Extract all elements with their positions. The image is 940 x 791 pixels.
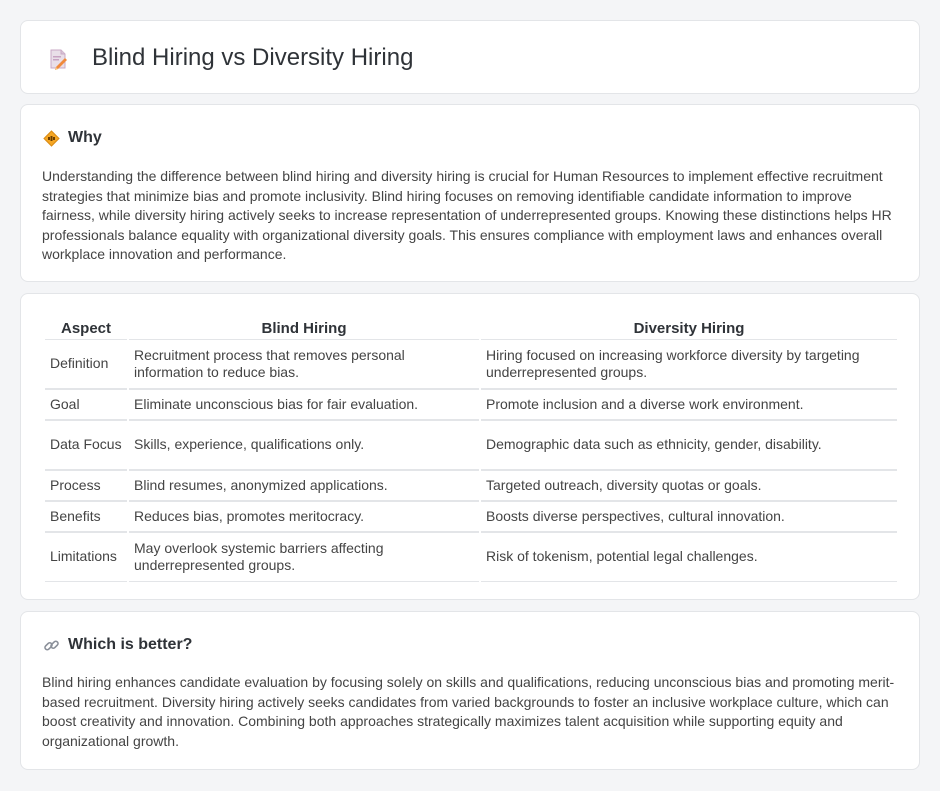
table-row [45,389,897,420]
cell-blind: Recruitment process that removes personal information to reduce bias. [129,339,479,389]
cell-diversity: Demographic data such as ethnicity, gender, disability. [481,420,897,470]
table-row [45,420,897,470]
why-heading [43,128,102,148]
document-edit-icon [47,48,69,70]
cell-diversity: Risk of tokenism, potential legal challenges. [481,532,897,582]
better-title: Which is better? [68,636,193,653]
cell-diversity: Promote inclusion and a diverse work environment. [481,389,897,420]
which-is-better-section [20,611,920,770]
cell-diversity: Boosts diverse perspectives, cultural innovation. [481,501,897,532]
cell-aspect: Definition [45,339,127,389]
cell-blind: Skills, experience, qualifications only. [129,420,479,470]
why-title: Why [68,129,102,146]
table-row [45,501,897,532]
comparison-section [20,293,920,600]
cell-aspect: Limitations [45,532,127,582]
cell-diversity: Targeted outreach, diversity quotas or goals. [481,470,897,501]
cell-aspect: Data Focus [45,420,127,470]
why-section [20,104,920,282]
cell-blind: Reduces bias, promotes meritocracy. [129,501,479,532]
cell-diversity: Hiring focused on increasing workforce diversity by targeting underrepresented groups. [481,339,897,389]
table-row [45,339,897,389]
cell-blind: Eliminate unconscious bias for fair evaluation. [129,389,479,420]
cell-aspect: Process [45,470,127,501]
cell-blind: Blind resumes, anonymized applications. [129,470,479,501]
diamond-sign-icon [43,130,60,147]
header-aspect: Aspect [60,319,112,337]
better-body: Blind hiring enhances candidate evaluation by focusing solely on skills and qualifications, reducing unconscious bias and promoting merit-based recruitment. Diversity hiring actively seeks candidates from varied backgrounds to foster an inclusive workplace culture, which can boost creativity and innovation. Combining both approaches strategically maximizes talent acquisition while supporting equity and organizational growth. [42,674,895,749]
why-body: Understanding the difference between blind hiring and diversity hiring is crucial for Human Resources to implement effective recruitment strategies that minimize bias and promote inclusivity. Blind hiring focuses on removing identifiable candidate information to improve fairness, while diversity hiring actively seeks to increase representation of underrepresented groups. Knowing these distinctions helps HR professionals balance equality with organizational diversity goals. This ensures compliance with employment laws and enhances overall workplace innovation and performance. [42,168,892,263]
better-heading [43,635,192,655]
table-header-row [45,317,897,339]
cell-aspect: Goal [45,389,127,420]
page-title: Blind Hiring vs Diversity Hiring [92,44,414,71]
comparison-table [43,317,899,582]
link-icon [43,637,60,654]
table-row [45,532,897,582]
header-card [20,20,920,94]
cell-aspect: Benefits [45,501,127,532]
header-diversity-hiring: Diversity Hiring [633,319,745,337]
table-row [45,470,897,501]
cell-blind: May overlook systemic barriers affecting underrepresented groups. [129,532,479,582]
header-blind-hiring: Blind Hiring [261,319,347,337]
